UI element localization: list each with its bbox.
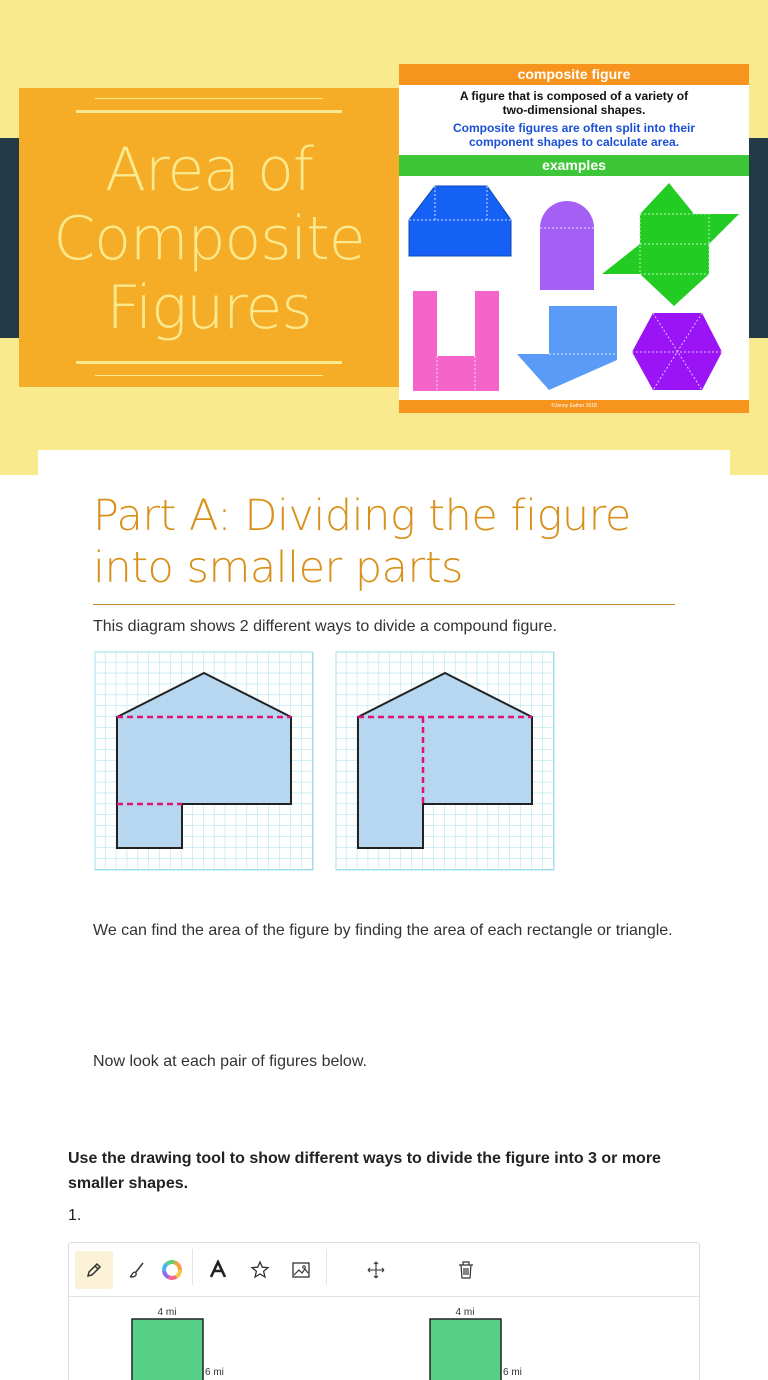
drawing-instruction: Use the drawing tool to show different ways to divide the figure into 3 or more smaller shapes. (68, 1150, 661, 1192)
lesson-title: Area of Composite Figures (53, 135, 365, 343)
division-diagrams (94, 651, 556, 873)
color-wheel-icon (162, 1260, 182, 1280)
move-tool-button[interactable] (357, 1251, 395, 1289)
trash-icon (457, 1260, 475, 1280)
composite-figure-poster (399, 64, 749, 413)
example-blue-composite (517, 306, 617, 390)
right-height-label: 6 mi (503, 1367, 522, 1378)
diagram-horizontal-division (95, 652, 313, 870)
diagram-vertical-division (336, 652, 554, 870)
poster-note: Composite figures are often split into their component shapes to calculate area. (452, 121, 696, 149)
pencil-icon (85, 1261, 103, 1279)
image-icon (291, 1260, 311, 1280)
image-tool-button[interactable] (282, 1251, 320, 1289)
brush-tool-button[interactable] (118, 1251, 156, 1289)
toolbar-separator (192, 1249, 193, 1285)
left-height-label: 6 mi (205, 1367, 224, 1378)
left-figure (132, 1319, 203, 1380)
poster-examples-label: examples (399, 155, 749, 176)
text-tool-button[interactable] (199, 1251, 237, 1289)
delete-tool-button[interactable] (447, 1251, 485, 1289)
prompt-text: Now look at each pair of figures below. (93, 1053, 367, 1070)
drawing-canvas[interactable] (68, 1242, 700, 1380)
shape-tool-button[interactable] (241, 1251, 279, 1289)
explanation-text: We can find the area of the figure by finding the area of each rectangle or triangle. (93, 922, 673, 939)
drawing-toolbar (69, 1243, 699, 1297)
title-card (19, 88, 399, 387)
right-figure (430, 1319, 501, 1380)
part-a-title: Part A: Dividing the figure into smaller parts (93, 491, 631, 593)
example-pink-u (413, 291, 499, 391)
content-card (38, 450, 730, 1380)
poster-credit: ©Jenny Eather 2018 (399, 400, 749, 413)
hero-banner (0, 0, 768, 475)
star-icon (250, 1260, 270, 1280)
example-blue-trapezoid (409, 186, 511, 256)
title-rule-top (76, 110, 342, 113)
question-number: 1. (68, 1207, 82, 1224)
pencil-tool-button[interactable] (75, 1251, 113, 1289)
intro-text: This diagram shows 2 different ways to divide a compound figure. (93, 618, 557, 635)
poster-definition: A figure that is composed of a variety of two-dimensional shapes. (459, 89, 689, 117)
title-rule-top-thin (95, 98, 323, 99)
example-green-composite (602, 183, 739, 306)
title-rule-bottom (76, 361, 342, 364)
left-width-label: 4 mi (157, 1307, 177, 1318)
figure-pair (69, 1297, 699, 1380)
brush-icon (128, 1261, 146, 1279)
right-width-label: 4 mi (455, 1307, 475, 1318)
move-icon (366, 1260, 386, 1280)
toolbar-separator (326, 1249, 327, 1285)
color-tool-button[interactable] (153, 1251, 191, 1289)
poster-heading: composite figure (399, 64, 749, 85)
text-icon (208, 1260, 228, 1280)
title-divider (93, 604, 675, 605)
title-rule-bottom-thin (95, 375, 323, 376)
example-purple-arch (540, 201, 594, 290)
poster-example-shapes (399, 176, 749, 400)
